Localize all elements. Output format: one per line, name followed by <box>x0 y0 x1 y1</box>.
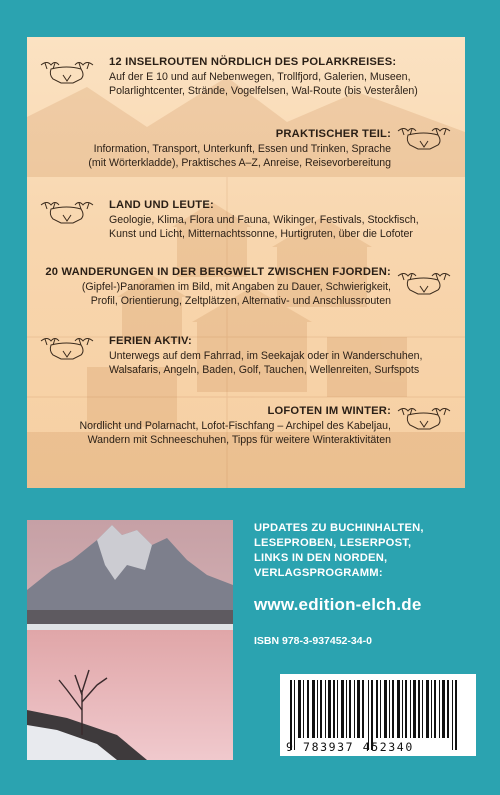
section-line: Unterwegs auf dem Fahrrad, im Seekajak oder in Wanderschuhen, <box>109 349 423 362</box>
section-line: (Gipfel-)Panoramen im Bild, mit Angaben zu Dauer, Schwierigkeit, <box>81 280 391 293</box>
contents-panel <box>27 37 465 488</box>
moose-icon <box>37 335 97 361</box>
section-inselrouten <box>109 55 459 99</box>
section-line: Wandern mit Schneeschuhen, Tipps für weitere Winteraktivitäten <box>87 434 391 447</box>
barcode-digits: 9 783937 452340 <box>286 740 414 754</box>
moose-icon <box>394 405 454 431</box>
section-ferien-aktiv <box>109 334 459 378</box>
section-line: Walsafaris, Angeln, Baden, Golf, Tauchen, Wellenreiten, Surfspots <box>109 364 420 377</box>
updates-line: UPDATES ZU BUCHINHALTEN, <box>254 522 424 534</box>
updates-line: LINKS IN DEN NORDEN, <box>254 552 388 564</box>
section-line: Profil, Orientierung, Zeltplätzen, Alternativ- und Anschlussrouten <box>90 295 391 308</box>
section-line: Kunst und Licht, Mitternachtssonne, Hurtigruten, über die Lofoter <box>109 228 413 241</box>
section-wanderungen <box>31 265 391 309</box>
moose-icon <box>37 199 97 225</box>
section-lofoten-im-winter <box>31 404 391 448</box>
section-line: Polarlightcenter, Strände, Vogelfelsen, Wal-Route (bis Vesterålen) <box>109 85 418 98</box>
updates-line: LESEPROBEN, LESERPOST, <box>254 537 412 549</box>
section-praktischer-teil <box>31 127 391 171</box>
website-link[interactable]: www.edition-elch.de <box>254 595 422 614</box>
updates-line: VERLAGSPROGRAMM: <box>254 567 383 579</box>
section-land-und-leute <box>109 198 459 242</box>
section-heading: LAND UND LEUTE: <box>109 199 214 211</box>
section-line: Geologie, Klima, Flora und Fauna, Wikinger, Festivals, Stockfisch, <box>109 213 419 226</box>
moose-icon <box>394 125 454 151</box>
section-line: Auf der E 10 und auf Nebenwegen, Trollfjord, Galerien, Museen, <box>109 70 411 83</box>
moose-icon <box>394 270 454 296</box>
section-heading: 12 INSELROUTEN NÖRDLICH DES POLARKREISES: <box>109 56 397 68</box>
publisher-info <box>254 521 484 647</box>
section-line: Information, Transport, Unterkunft, Essen und Trinken, Sprache <box>93 142 391 155</box>
section-heading: LOFOTEN IM WINTER: <box>267 405 391 417</box>
moose-icon <box>37 59 97 85</box>
lofoten-landscape-photo <box>27 520 233 760</box>
isbn-number: ISBN 978-3-937452-34-0 <box>254 635 372 647</box>
section-line: (mit Wörterkladde), Praktisches A–Z, Anreise, Reisevorbereitung <box>88 157 391 170</box>
section-heading: PRAKTISCHER TEIL: <box>275 128 391 140</box>
section-heading: 20 WANDERUNGEN IN DER BERGWELT ZWISCHEN FJORDEN: <box>45 266 391 278</box>
section-line: Nordlicht und Polarnacht, Lofot-Fischfang – Archipel des Kabeljau, <box>79 419 391 432</box>
section-heading: FERIEN AKTIV: <box>109 335 192 347</box>
